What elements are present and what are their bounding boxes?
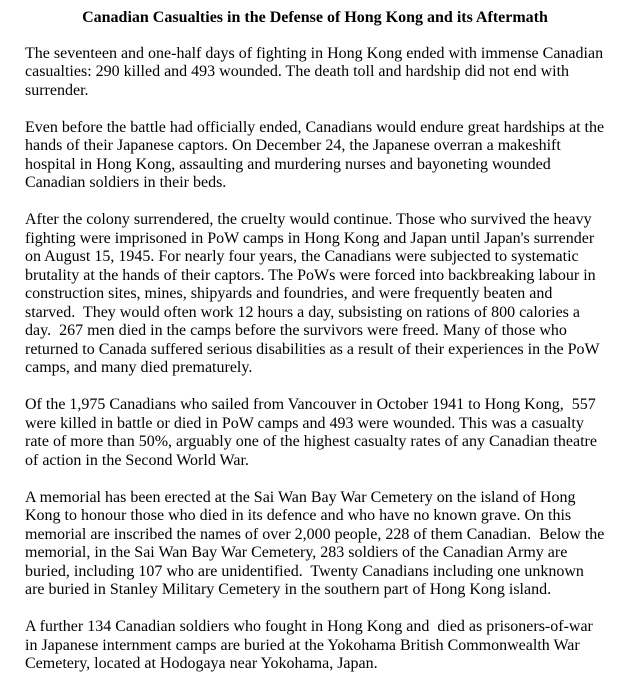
paragraph-hospital-atrocity: Even before the battle had officially ended, Canadians would endure great hardships at the hands of their Japanese captors. On December 24, the Japanese overran a makeshift hospital in Hong Kong, assaulting and murdering nurses and bayoneting wounded Canadian soldiers in their beds. [25,118,609,191]
paragraph-casualty-summary: The seventeen and one-half days of fighting in Hong Kong ended with immense Canadian casualties: 290 killed and 493 wounded. The death toll and hardship did not end with surrender. [25,44,608,99]
paragraph-casualty-rate: Of the 1,975 Canadians who sailed from Vancouver in October 1941 to Hong Kong, 557 were killed in battle or died in PoW camps and 493 were wounded. This was a casualty rate of more than 50%, arguably one of the highest casualty rates of any Canadian theatre of action in the Second World War. [25,396,601,469]
paragraph-pow-camps: After the colony surrendered, the cruelty would continue. Those who survived the heavy fighting were imprisoned in PoW camps in Hong Kong and Japan until Japan's surrender on August 15, 1945. For nearly four years, the Canadians were subjected to systematic brutality at the hands of their captors. The PoWs were forced into backbreaking labour in construction sites, mines, shipyards and foundries, and were frequently beaten and starved. They would often work 12 hours a day, subsisting on rations of 800 calories a day. 267 men died in the camps before the survivors were freed. Many of those who returned to Canada suffered serious disabilities as a result of their experiences in the PoW camps, and many died prematurely. [25,211,604,376]
paragraph-yokohama-cemetery: A further 134 Canadian soldiers who fought in Hong Kong and died as prisoners-of-war in Japanese internment camps are buried at the Yokohama British Commonwealth War Cemetery, located at Hodogaya near Yokohama, Japan. [25,618,597,672]
document-title: Canadian Casualties in the Defense of Hong Kong and its Aftermath [82,9,548,26]
paragraph-sai-wan-memorial: A memorial has been erected at the Sai Wan Bay War Cemetery on the island of Hong Kong to honour those who died in its defence and who have no known grave. On this memorial are inscribed the names of over 2,000 people, 228 of them Canadian. Below the memorial, in the Sai Wan Bay War Cemetery, 283 soldiers of the Canadian Army are buried, including 107 who are unidentified. Twenty Canadians including one unknown are buried in Stanley Military Cemetery in the southern part of Hong Kong island. [25,488,609,598]
